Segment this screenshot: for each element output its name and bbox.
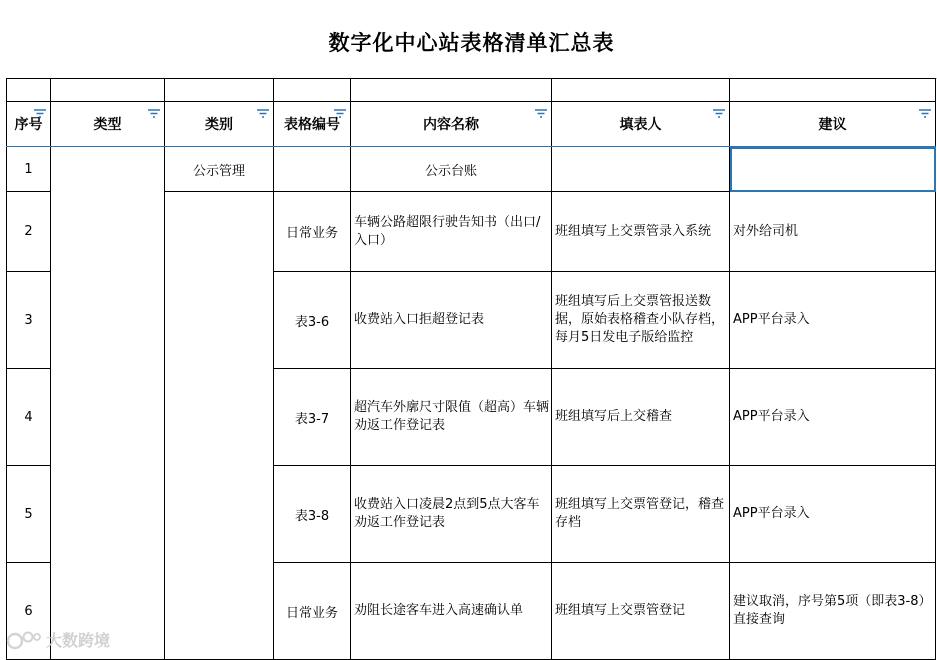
filter-icon[interactable] — [918, 108, 932, 120]
cell-category[interactable] — [165, 192, 274, 660]
header-category[interactable] — [165, 102, 274, 147]
cell-content[interactable]: 收费站入口拒超登记表 — [351, 272, 552, 369]
cell-content[interactable]: 公示台账 — [351, 147, 552, 192]
cell-form-no[interactable]: 表3-8 — [274, 466, 351, 563]
filter-icon[interactable] — [256, 108, 270, 120]
cell-no[interactable]: 3 — [7, 272, 51, 369]
sheet-title: 数字化中心站表格清单汇总表 — [328, 30, 615, 55]
watermark-text: 大数跨境 — [46, 631, 111, 650]
cell-category[interactable]: 公示管理 — [165, 147, 274, 192]
header-label: 类型 — [93, 117, 122, 133]
header-label: 内容名称 — [423, 117, 479, 133]
cell-type[interactable] — [51, 147, 165, 660]
cell-form-no[interactable]: 表3-6 — [274, 272, 351, 369]
blank-cell[interactable] — [274, 79, 351, 102]
cell-content[interactable]: 收费站入口凌晨2点到5点大客车劝返工作登记表 — [351, 466, 552, 563]
header-label: 建议 — [818, 117, 847, 133]
cell-content[interactable]: 车辆公路超限行驶告知书（出口/入口） — [351, 192, 552, 272]
blank-cell[interactable] — [165, 79, 274, 102]
watermark-logo-icon — [6, 629, 42, 651]
header-content[interactable] — [351, 102, 552, 147]
cell-suggestion[interactable]: 对外给司机 — [730, 192, 936, 272]
cell-suggestion[interactable]: APP平台录入 — [730, 466, 936, 563]
cell-no[interactable]: 5 — [7, 466, 51, 563]
header-form-no[interactable] — [274, 102, 351, 147]
cell-form-no[interactable]: 表3-7 — [274, 369, 351, 466]
header-row — [7, 102, 936, 147]
cell-no[interactable]: 1 — [7, 147, 51, 192]
cell-suggestion[interactable]: 建议取消，序号第5项（即表3-8）直接查询 — [730, 563, 936, 660]
selected-cell[interactable] — [730, 147, 936, 192]
header-label: 类别 — [205, 117, 233, 133]
cell-filler[interactable]: 班组填写上交票管登记 — [552, 563, 730, 660]
filter-icon[interactable] — [712, 108, 726, 120]
cell-no[interactable]: 6 — [7, 563, 51, 660]
cell-filler[interactable] — [552, 147, 730, 192]
cell-form-no[interactable]: 日常业务 — [274, 192, 351, 272]
cell-content[interactable]: 超汽车外廓尺寸限值（超高）车辆劝返工作登记表 — [351, 369, 552, 466]
cell-filler[interactable]: 班组填写后上交票管报送数据，原始表格稽查小队存档，每月5日发电子版给监控 — [552, 272, 730, 369]
cell-content[interactable]: 劝阻长途客车进入高速确认单 — [351, 563, 552, 660]
header-label: 填表人 — [619, 117, 662, 133]
header-no[interactable] — [7, 102, 51, 147]
blank-cell[interactable] — [351, 79, 552, 102]
blank-cell[interactable] — [51, 79, 165, 102]
cell-filler[interactable]: 班组填写后上交稽查 — [552, 369, 730, 466]
header-suggestion[interactable] — [730, 102, 936, 147]
header-label: 序号 — [14, 117, 43, 133]
filter-icon[interactable] — [147, 108, 161, 120]
blank-cell[interactable] — [7, 79, 51, 102]
title-row — [6, 0, 937, 79]
header-type[interactable] — [51, 102, 165, 147]
cell-form-no[interactable] — [274, 147, 351, 192]
filter-icon[interactable] — [333, 108, 347, 120]
summary-table — [6, 78, 936, 660]
cell-filler[interactable]: 班组填写上交票管登记，稽查存档 — [552, 466, 730, 563]
cell-form-no[interactable]: 日常业务 — [274, 563, 351, 660]
blank-cell[interactable] — [730, 79, 936, 102]
blank-row — [7, 79, 936, 102]
cell-no[interactable]: 2 — [7, 192, 51, 272]
watermark — [6, 628, 110, 651]
filter-icon[interactable] — [534, 108, 548, 120]
cell-filler[interactable]: 班组填写上交票管录入系统 — [552, 192, 730, 272]
blank-cell[interactable] — [552, 79, 730, 102]
header-label: 表格编号 — [284, 117, 340, 133]
cell-suggestion[interactable]: APP平台录入 — [730, 369, 936, 466]
header-filler[interactable] — [552, 102, 730, 147]
filter-icon[interactable] — [33, 108, 47, 120]
cell-suggestion[interactable]: APP平台录入 — [730, 272, 936, 369]
cell-no[interactable]: 4 — [7, 369, 51, 466]
table-row — [7, 147, 936, 192]
